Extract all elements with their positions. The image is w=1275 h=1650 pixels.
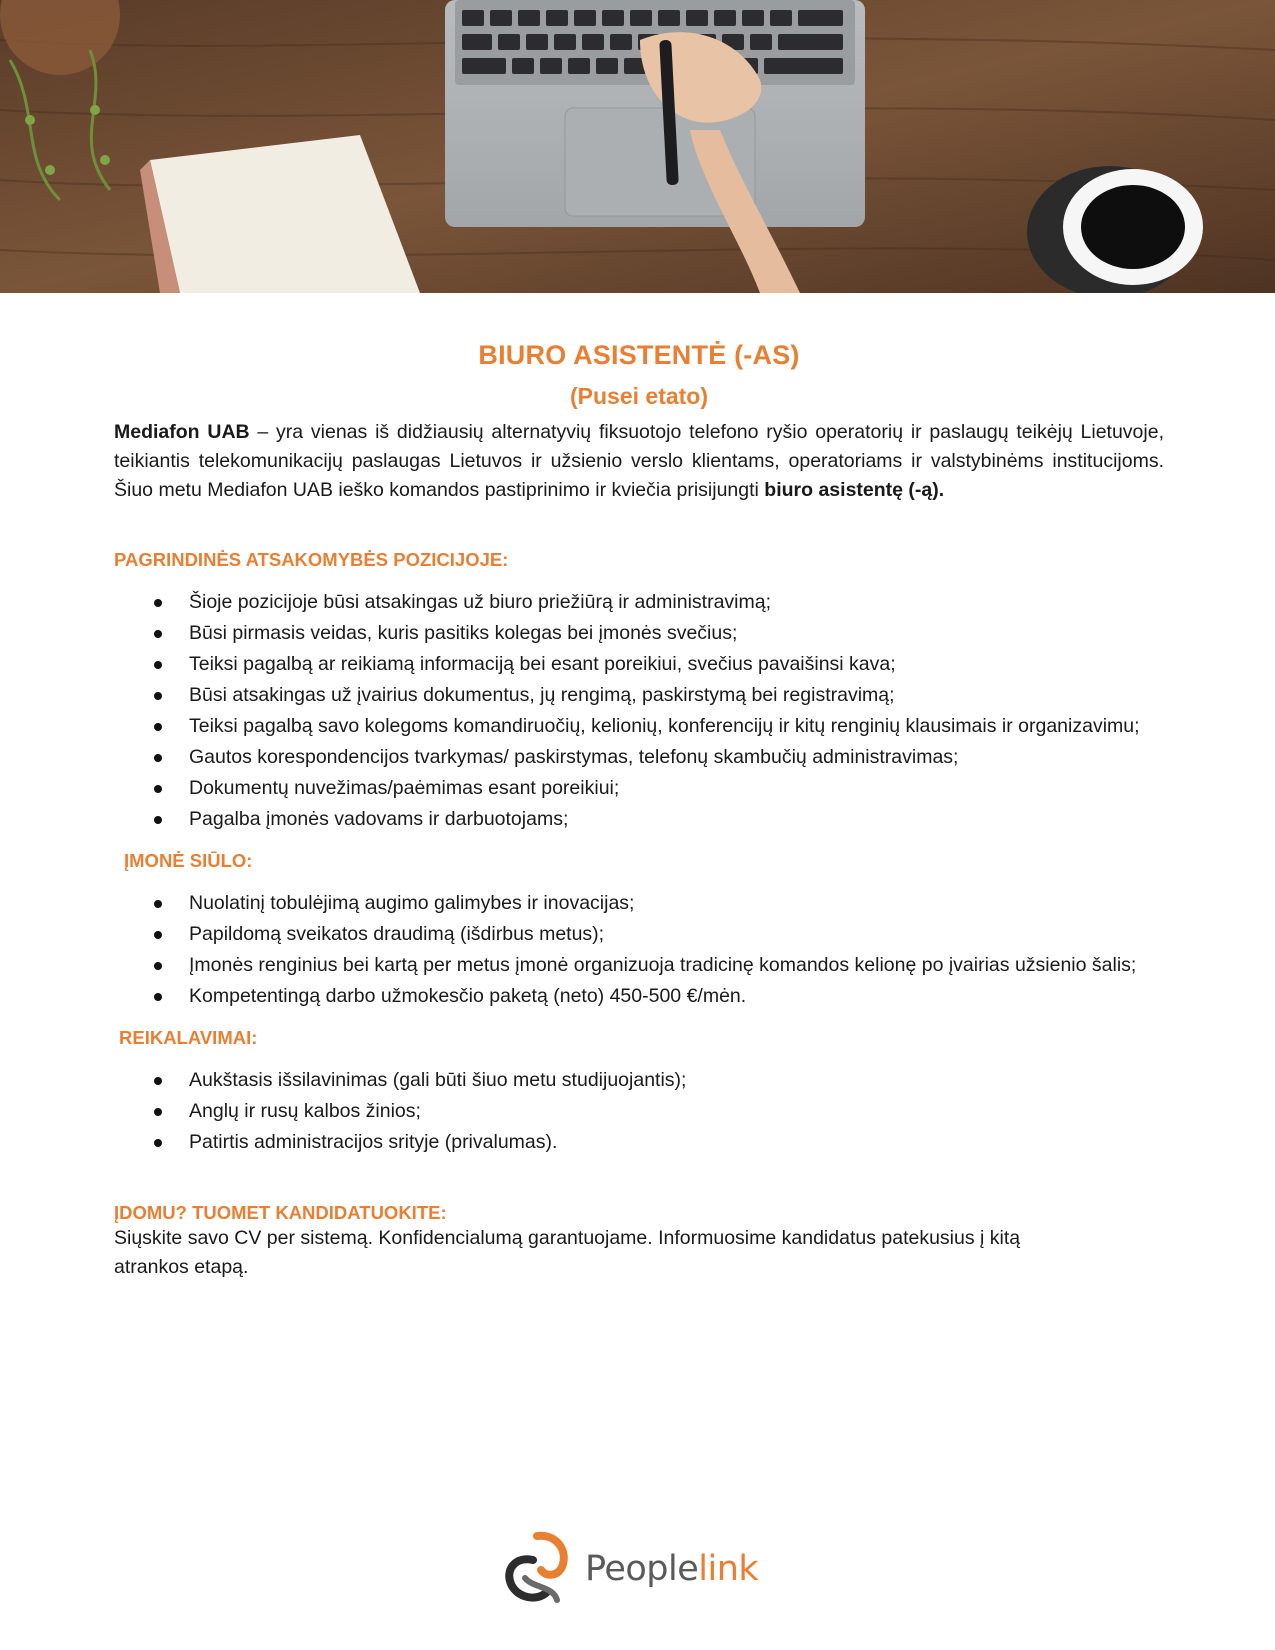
peoplelink-logo-icon — [503, 1530, 571, 1608]
logo-text-main: People — [585, 1549, 699, 1589]
page-subtitle: (Pusei etato) — [569, 383, 709, 409]
list-item: Nuolatinį tobulėjimą augimo galimybes ir inovacijas; — [114, 888, 1164, 919]
cta-text: Siųskite savo CV per sistemą. Konfidencialumą garantuojame. Informuosime kandidatus patekusius į kitą atrankos etapą. — [114, 1227, 1021, 1278]
responsibilities-heading: PAGRINDINĖS ATSAKOMYBĖS POZICIJOJE: — [114, 549, 509, 570]
list-item: Patirtis administracijos srityje (privalumas). — [114, 1127, 1164, 1158]
company-name: Mediafon UAB — [114, 421, 250, 443]
offers-heading: ĮMONĖ SIŪLO: — [124, 850, 253, 871]
offers-list — [114, 888, 1164, 1012]
position-name: biuro asistentę (-ą). — [764, 479, 945, 501]
list-item: Dokumentų nuvežimas/paėmimas esant poreikiui; — [114, 773, 1164, 804]
intro-paragraph — [114, 418, 1164, 505]
peoplelink-logo — [503, 1530, 758, 1608]
logo-text-accent: link — [698, 1549, 759, 1589]
list-item: Papildomą sveikatos draudimą (išdirbus metus); — [114, 919, 1164, 950]
logo-wordmark — [585, 1549, 758, 1589]
requirements-list — [114, 1065, 1164, 1158]
list-item: Įmonės renginius bei kartą per metus įmonė organizuoja tradicinę komandos kelionę po įvairias užsienio šalis; — [114, 950, 1164, 981]
page-title: BIURO ASISTENTĖ (-AS) — [478, 340, 800, 370]
list-item: Gautos korespondencijos tvarkymas/ paskirstymas, telefonų skambučių administravimas; — [114, 742, 1164, 773]
hero-image — [0, 0, 1275, 293]
responsibilities-list — [114, 587, 1164, 835]
list-item: Anglų ir rusų kalbos žinios; — [114, 1096, 1164, 1127]
list-item: Kompetentingą darbo užmokesčio paketą (neto) 450-500 €/mėn. — [114, 981, 1164, 1012]
list-item: Pagalba įmonės vadovams ir darbuotojams; — [114, 804, 1164, 835]
intro-text: – yra vienas iš didžiausių alternatyvių fiksuotojo telefono ryšio operatorių ir paslaugų teikėjų Lietuvoje, teikiantis telekomunikacijų paslaugas Lietuvos ir užsienio verslo klientams, operatoriams ir valstybinėms institucijoms. Šiuo metu Mediafon UAB ieško komandos pastiprinimo ir kviečia prisijungti — [114, 421, 1165, 501]
desk-photo-illustration — [0, 0, 1275, 293]
requirements-heading: REIKALAVIMAI: — [119, 1027, 258, 1048]
list-item: Teiksi pagalbą savo kolegoms komandiruočių, kelionių, konferencijų ir kitų renginių klausimais ir organizavimu; — [114, 711, 1164, 742]
list-item: Aukštasis išsilavinimas (gali būti šiuo metu studijuojantis); — [114, 1065, 1164, 1096]
list-item: Būsi atsakingas už įvairius dokumentus, jų rengimą, paskirstymą bei registravimą; — [114, 680, 1164, 711]
cta-heading: ĮDOMU? TUOMET KANDIDATUOKITE: — [114, 1202, 447, 1223]
job-posting — [114, 340, 1164, 1282]
list-item: Būsi pirmasis veidas, kuris pasitiks kolegas bei įmonės svečius; — [114, 618, 1164, 649]
list-item: Teiksi pagalbą ar reikiamą informaciją bei esant poreikiui, svečius pavaišinsi kava; — [114, 649, 1164, 680]
list-item: Šioje pozicijoje būsi atsakingas už biuro priežiūrą ir administravimą; — [114, 587, 1164, 618]
